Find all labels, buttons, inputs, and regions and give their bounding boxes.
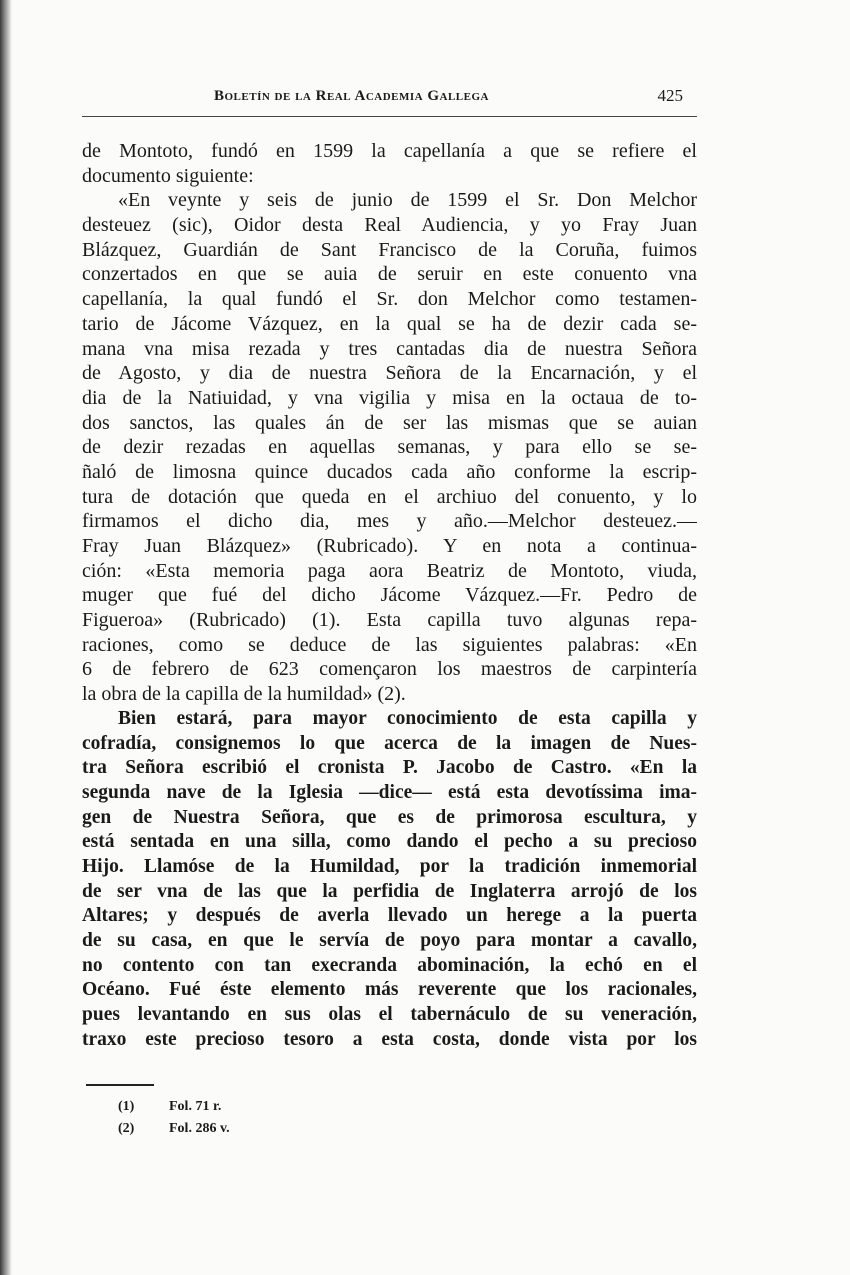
text-line: dia de la Natiuidad, y vna vigilia y misa en la octaua de to-	[82, 386, 697, 409]
text-line: Océano. Fué éste elemento más reverente que los racionales,	[82, 979, 697, 1001]
text-line: Altares; y después de averla llevado un herege a la puerta	[82, 905, 697, 927]
text-line: ción: «Esta memoria paga aora Beatriz de Montoto, viuda,	[82, 559, 697, 582]
footnote-number: (2)	[118, 1121, 135, 1136]
footnote-number: (1)	[118, 1099, 135, 1114]
text-line: de dezir rezadas en aquellas semanas, y para ello se se-	[82, 436, 697, 459]
text-line: muger que fué del dicho Jácome Vázquez.—Fr. Pedro de	[82, 584, 697, 607]
text-line: raciones, como se deduce de las siguientes palabras: «En	[82, 633, 697, 656]
text-line: tario de Jácome Vázquez, en la qual se ha de dezir cada se-	[82, 312, 697, 335]
text-line: Blázquez, Guardián de Sant Francisco de la Coruña, fuimos	[82, 238, 697, 261]
text-line: dos sanctos, las quales án de ser las mismas que se auian	[82, 411, 697, 434]
header-rule	[82, 116, 697, 117]
text-line: de su casa, en que le servía de poyo para montar a cavallo,	[82, 930, 697, 951]
text-line: 6 de febrero de 623 començaron los maestros de carpintería	[82, 658, 697, 681]
text-line: está sentada en una silla, como dando el pecho a su precioso	[82, 831, 697, 853]
text-line: capellanía, la qual fundó el Sr. don Melchor como testamen-	[82, 288, 697, 311]
text-line: Fray Juan Blázquez» (Rubricado). Y en nota a continua-	[82, 535, 697, 557]
text-line: cofradía, consignemos lo que acerca de la imagen de Nues-	[82, 732, 697, 754]
text-line: no contento con tan execranda abominación, la echó en el	[82, 954, 697, 976]
text-line: Bien estará, para mayor conocimiento de esta capilla y	[118, 707, 697, 729]
footnote-text: Fol. 71 r.	[169, 1099, 222, 1114]
text-line: firmamos el dicho dia, mes y año.—Melchor desteuez.—	[82, 510, 697, 533]
footnotes	[118, 1096, 230, 1140]
text-line: documento siguiente:	[82, 164, 254, 187]
text-line: de ser vna de las que la perfidia de Inglaterra arrojó de los	[82, 880, 697, 902]
footnote-text: Fol. 286 v.	[169, 1121, 230, 1136]
footnote	[118, 1096, 230, 1118]
journal-title: Boletín de la Real Academia Gallega	[214, 88, 489, 104]
page-edge-shadow	[0, 0, 12, 1275]
page-number: 425	[657, 86, 683, 105]
text-line: de Montoto, fundó en 1599 la capellanía a que se refiere el	[82, 140, 697, 162]
text-line: mana vna misa rezada y tres cantadas dia de nuestra Señora	[82, 337, 697, 360]
text-line: traxo este precioso tesoro a esta costa, donde vista por los	[82, 1028, 697, 1050]
body-text	[82, 139, 697, 1052]
text-line: la obra de la capilla de la humildad» (2).	[82, 683, 406, 706]
text-line: Hijo. Llamóse de la Humildad, por la tradición inmemorial	[82, 855, 697, 877]
footnote-rule	[86, 1084, 154, 1086]
text-line: de Agosto, y dia de nuestra Señora de la Encarnación, y el	[82, 362, 697, 385]
footnote	[118, 1118, 230, 1140]
text-line: Figueroa» (Rubricado) (1). Esta capilla tuvo algunas repa-	[82, 609, 697, 632]
text-line: «En veynte y seis de junio de 1599 el Sr. Don Melchor	[118, 189, 697, 212]
text-line: gen de Nuestra Señora, que es de primorosa escultura, y	[82, 806, 697, 828]
text-line: segunda nave de la Iglesia —dice— está esta devotíssima ima-	[82, 781, 697, 803]
text-line: conzertados en que se auia de seruir en este conuento vna	[82, 263, 697, 286]
text-line: pues levantando en sus olas el tabernáculo de su veneración,	[82, 1004, 697, 1026]
text-line: tra Señora escribió el cronista P. Jacobo de Castro. «En la	[82, 757, 697, 779]
text-line: tura de dotación que queda en el archiuo del conuento, y lo	[82, 485, 697, 508]
running-header	[82, 88, 697, 114]
text-line: desteuez (sic), Oidor desta Real Audiencia, y yo Fray Juan	[82, 214, 697, 237]
text-line: ñaló de limosna quince ducados cada año conforme la escrip-	[82, 460, 697, 483]
